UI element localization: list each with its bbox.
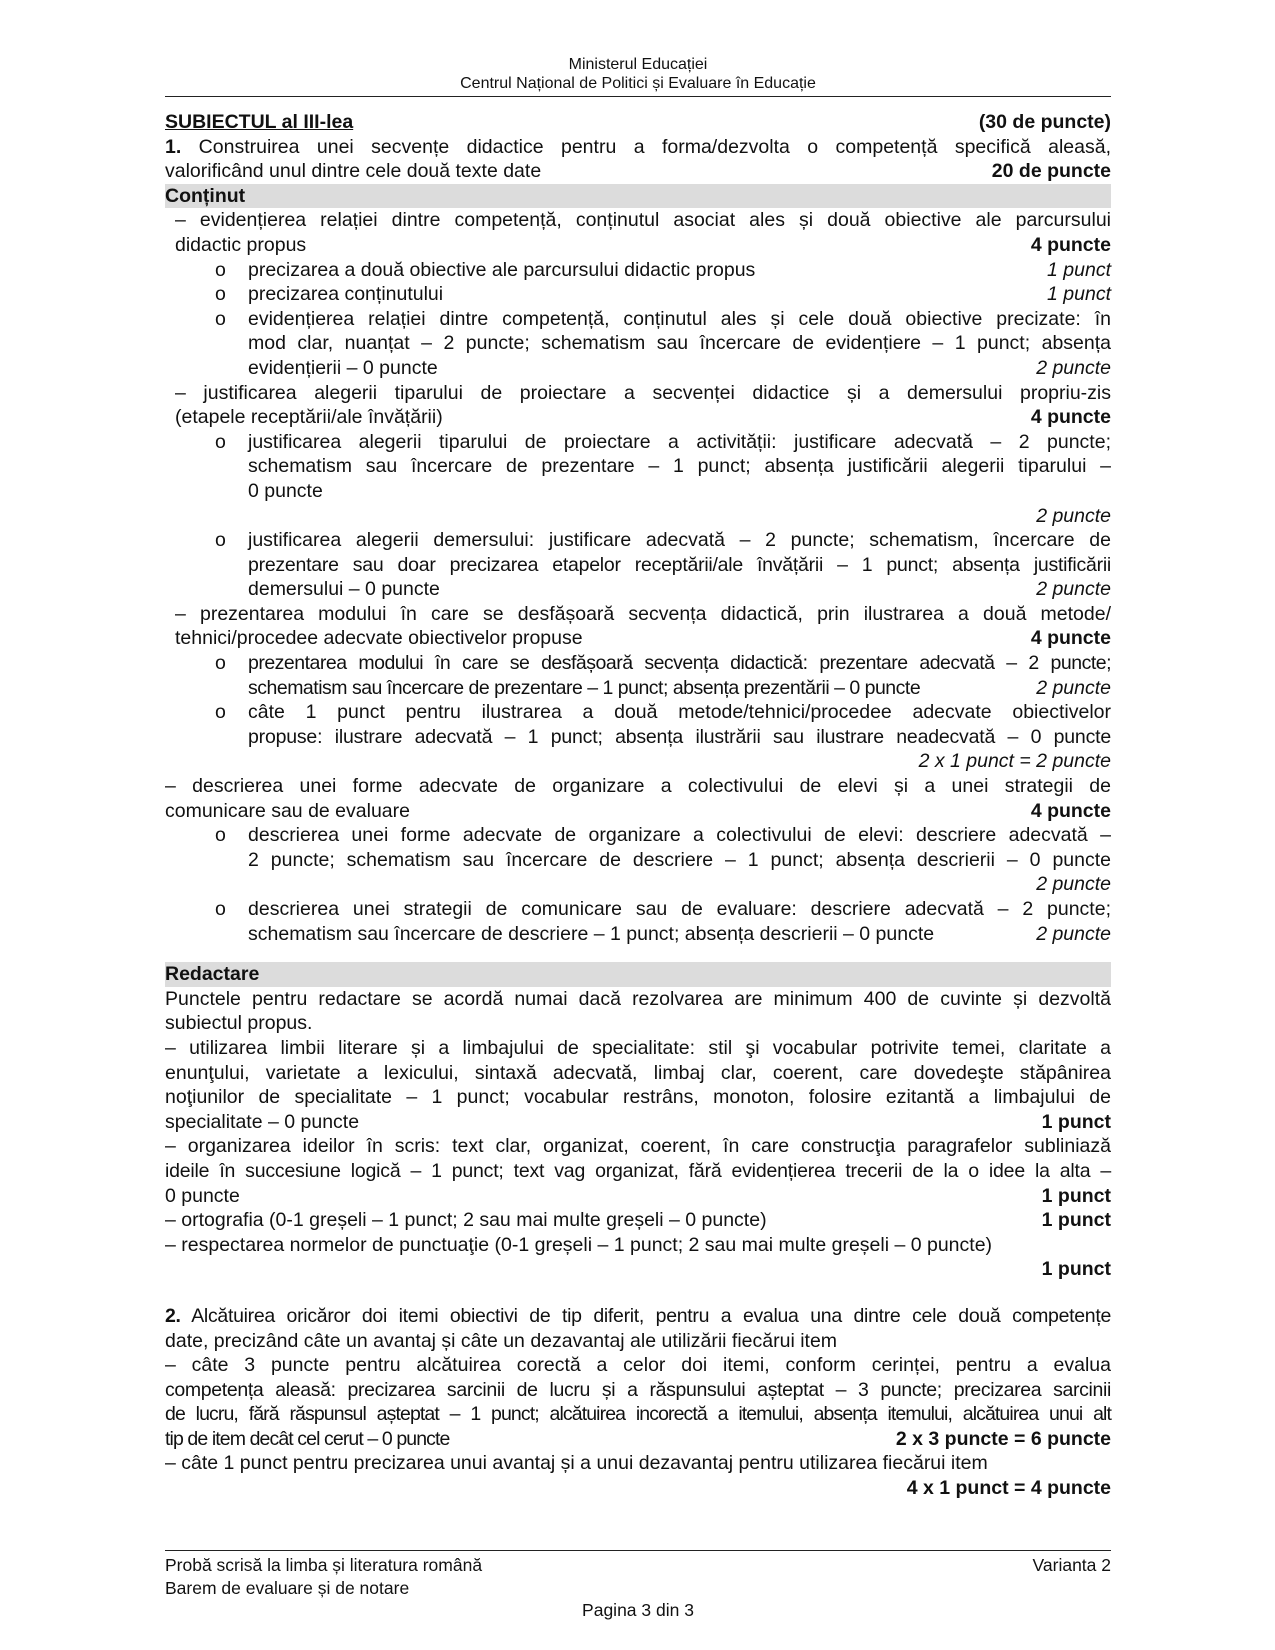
item-points: 2 puncte — [1036, 504, 1111, 527]
bullet-icon: o — [215, 283, 226, 306]
redactare-criterion — [165, 1208, 1111, 1233]
item-points: 2 puncte — [1036, 356, 1111, 379]
criterion-3-line2: tehnici/procedee adecvate obiectivelor propuse — [175, 627, 583, 650]
q2-criterion: – câte 1 punct pentru precizarea unui avantaj și a unui dezavantaj pentru utilizarea fiecărui item — [165, 1452, 988, 1475]
q1-line1: Construirea unei secvențe didactice pentru a forma/dezvolta o competență specifică aleasă, — [181, 135, 1111, 158]
item-points: 1 punct — [1047, 258, 1111, 281]
q2-criterion: competența aleasă: precizarea sarcinii de lucru și a răspunsului așteptat – 3 puncte; precizarea sarcinii — [165, 1378, 1111, 1401]
item-points: 2 puncte — [1036, 676, 1111, 699]
item-text: – ortografia (0-1 greșeli – 1 punct; 2 sau mai multe greșeli – 0 puncte) — [165, 1209, 767, 1232]
criterion-2: – justificarea alegerii tiparului de proiectare a secvenței didactice și a demersului propriu-zis — [175, 381, 1111, 404]
subject-title: SUBIECTUL al III-lea — [165, 111, 354, 133]
q2-criterion: – câte 3 puncte pentru alcătuirea corectă a celor doi itemi, conform cerinței, pentru a evalua — [165, 1354, 1111, 1377]
item-points: 2 puncte — [1036, 922, 1111, 945]
list-item — [165, 307, 1111, 381]
criterion-1-end — [165, 233, 1111, 258]
item-text: descrierea unei forme adecvate de organizare a colectivului de elevi: descriere adecvată – — [248, 824, 1111, 847]
q1-statement-end — [165, 159, 1111, 184]
redactare-criterion: – organizarea ideilor în scris: text clar, organizat, coerent, în care construcţia paragrafelor subliniază — [165, 1135, 1111, 1158]
item-text: 0 puncte — [165, 1184, 240, 1207]
criterion-3-points: 4 puncte — [1030, 627, 1111, 650]
item-text: justificarea alegerii tiparului de proiectare a activității: justificare adecvată – 2 puncte; — [248, 430, 1111, 453]
redactare-criterion: – utilizarea limbii literare și a limbajului de specialitate: stil şi vocabular potrivite temei, claritate a — [165, 1036, 1111, 1059]
footer-divider — [165, 1550, 1111, 1551]
item-points: 2 x 1 punct = 2 puncte — [918, 750, 1111, 773]
item-text: evidențierii – 0 puncte — [248, 356, 438, 379]
redactare-criterion: enunţului, varietate a lexicului, sintaxă adecvată, limbaj clar, coerent, care dovedeşte stăpânirea — [165, 1061, 1111, 1084]
criterion-4-end — [165, 799, 1111, 824]
item-text: câte 1 punct pentru ilustrarea a două metode/tehnici/procedee adecvate obiectivelor — [248, 701, 1111, 724]
item-text: schematism sau încercare de prezentare – 1 punct; absența prezentării – 0 puncte — [248, 676, 921, 699]
redactare-intro-end: subiectul propus. — [165, 1012, 313, 1035]
q2-number: 2. — [165, 1304, 181, 1327]
list-item — [165, 651, 1111, 700]
footer-variant: Varianta 2 — [1032, 1555, 1111, 1575]
item-text: propuse: ilustrare adecvată – 1 punct; absența ilustrării sau ilustrare neadecvată – 0 puncte — [248, 725, 1111, 748]
item-text: 0 puncte — [248, 479, 323, 502]
bullet-icon: o — [215, 898, 226, 920]
item-text: tip de item decât cel cerut – 0 puncte — [165, 1427, 450, 1450]
q2-criterion: de lucru, fără răspunsul așteptat – 1 punct; alcătuirea incorectă a itemului, absența itemului, alcătuirea unui alt — [165, 1403, 1111, 1426]
list-item — [165, 258, 1111, 283]
item-text: mod clar, nuanțat – 2 puncte; schematism sau încercare de evidențiere – 1 punct; absența — [248, 332, 1111, 355]
list-item — [165, 282, 1111, 307]
item-text: descrierea unei strategii de comunicare sau de evaluare: descriere adecvată – 2 puncte; — [248, 898, 1111, 920]
criterion-1-line2: didactic propus — [175, 233, 307, 256]
criterion-2-points: 4 puncte — [1030, 406, 1111, 429]
bullet-icon: o — [215, 258, 226, 281]
criterion-1: – evidențierea relației dintre competență, conținutul asociat ales și două obiective ale parcursului — [175, 209, 1111, 232]
q1-line2: valorificând unul dintre cele două texte date — [165, 160, 542, 183]
item-text: demersului – 0 puncte — [248, 578, 440, 601]
item-text: prezentarea modului în care se desfășoară secvența didactică: prezentare adecvată – 2 puncte; — [248, 652, 1111, 675]
spacer — [165, 946, 1111, 962]
q2-criterion-end — [165, 1427, 1111, 1452]
bullet-icon: o — [215, 652, 226, 675]
footer-barem: Barem de evaluare și de notare — [165, 1578, 410, 1598]
list-item — [165, 430, 1111, 528]
item-points: 2 puncte — [1036, 578, 1111, 601]
item-text: justificarea alegerii demersului: justificare adecvată – 2 puncte; schematism, încercare de — [248, 529, 1111, 552]
item-points: 1 punct — [1041, 1184, 1111, 1207]
q2-line1: Alcătuirea oricăror doi itemi obiectivi de tip diferit, pentru a evalua una dintre cele două competențe — [180, 1304, 1111, 1327]
item-text: schematism sau încercare de descriere – 1 punct; absența descrierii – 0 puncte — [248, 922, 935, 945]
subject-heading — [165, 110, 1111, 135]
q1-number: 1. — [165, 135, 182, 158]
document-body — [165, 110, 1111, 1501]
redactare-criterion: noţiunilor de specialitate – 1 punct; vocabular restrâns, monoton, folosire ezitantă a limbajului de — [165, 1086, 1111, 1109]
criterion-2-end — [165, 405, 1111, 430]
list-item — [165, 823, 1111, 897]
footer-subject: Probă scrisă la limba și literatura română — [165, 1555, 483, 1575]
section-continut: Conținut — [165, 184, 1111, 209]
item-text: schematism sau încercare de prezentare – 1 punct; absența justificării alegerii tiparului – — [248, 455, 1111, 478]
item-text: precizarea a două obiective ale parcursului didactic propus — [248, 258, 756, 281]
q2-statement — [165, 1304, 1111, 1329]
q1-statement — [165, 135, 1111, 160]
header-divider — [165, 96, 1111, 97]
redactare-criterion: ideile în succesiune logică – 1 punct; text vag organizat, fără evidențierea trecerii de la o idee la alta – — [165, 1159, 1111, 1182]
criterion-2-line2: (etapele receptării/ale învățării) — [175, 406, 443, 429]
item-points: 1 punct — [1047, 283, 1111, 306]
spacer — [165, 1282, 1111, 1304]
redactare-criterion: – respectarea normelor de punctuaţie (0-1 greșeli – 1 punct; 2 sau mai multe greșeli – 0 puncte) — [165, 1233, 993, 1256]
subject-points: (30 de puncte) — [978, 111, 1111, 133]
redactare-intro: Punctele pentru redactare se acordă numai dacă rezolvarea are minimum 400 de cuvinte și dezvoltă — [165, 987, 1111, 1010]
list-item — [165, 528, 1111, 602]
item-points: 4 x 1 punct = 4 puncte — [906, 1477, 1111, 1500]
item-points: 1 punct — [1041, 1258, 1111, 1281]
item-text: 2 puncte; schematism sau încercare de descriere – 1 punct; absența descrierii – 0 puncte — [248, 848, 1111, 871]
criterion-4-points: 4 puncte — [1030, 799, 1111, 822]
bullet-icon: o — [215, 529, 226, 552]
center-name: Centrul Național de Politici și Evaluare în Educație — [460, 75, 816, 92]
q1-points: 20 de puncte — [991, 160, 1111, 183]
item-points: 2 puncte — [1036, 873, 1111, 896]
item-points: 2 x 3 puncte = 6 puncte — [895, 1427, 1111, 1450]
item-text: precizarea conținutului — [248, 283, 444, 306]
redactare-criterion-end — [165, 1184, 1111, 1209]
criterion-4: – descrierea unei forme adecvate de organizare a colectivului de elevi și a unei strategii de — [165, 775, 1111, 798]
list-item — [165, 700, 1111, 774]
list-item — [165, 897, 1111, 946]
section-redactare: Redactare — [165, 962, 1111, 987]
item-points: 1 punct — [1041, 1110, 1111, 1133]
bullet-icon: o — [215, 430, 226, 453]
redactare-criterion-end — [165, 1110, 1111, 1135]
item-text: evidențierea relației dintre competență, conținutul ales și cele două obiective precizate: în — [248, 307, 1111, 330]
bullet-icon: o — [215, 307, 226, 330]
page-footer — [165, 1554, 1111, 1600]
item-text: specialitate – 0 puncte — [165, 1110, 360, 1133]
item-points: 1 punct — [1041, 1209, 1111, 1232]
page-header — [165, 55, 1111, 93]
bullet-icon: o — [215, 701, 226, 724]
criterion-3: – prezentarea modului în care se desfășoară secvența didactică, prin ilustrarea a două metode/ — [175, 602, 1111, 625]
ministry-name: Ministerul Educației — [568, 56, 708, 73]
criterion-3-end — [165, 626, 1111, 651]
item-text: prezentare sau doar precizarea etapelor receptării/ale învățării – 1 punct; absența justificării — [248, 553, 1111, 576]
criterion-1-points: 4 puncte — [1030, 233, 1111, 256]
bullet-icon: o — [215, 824, 226, 847]
criterion-4-line2: comunicare sau de evaluare — [165, 799, 410, 822]
q2-statement-end: date, precizând câte un avantaj și câte un dezavantaj ale utilizării fiecărui item — [165, 1329, 838, 1352]
page-number: Pagina 3 din 3 — [582, 1600, 694, 1620]
